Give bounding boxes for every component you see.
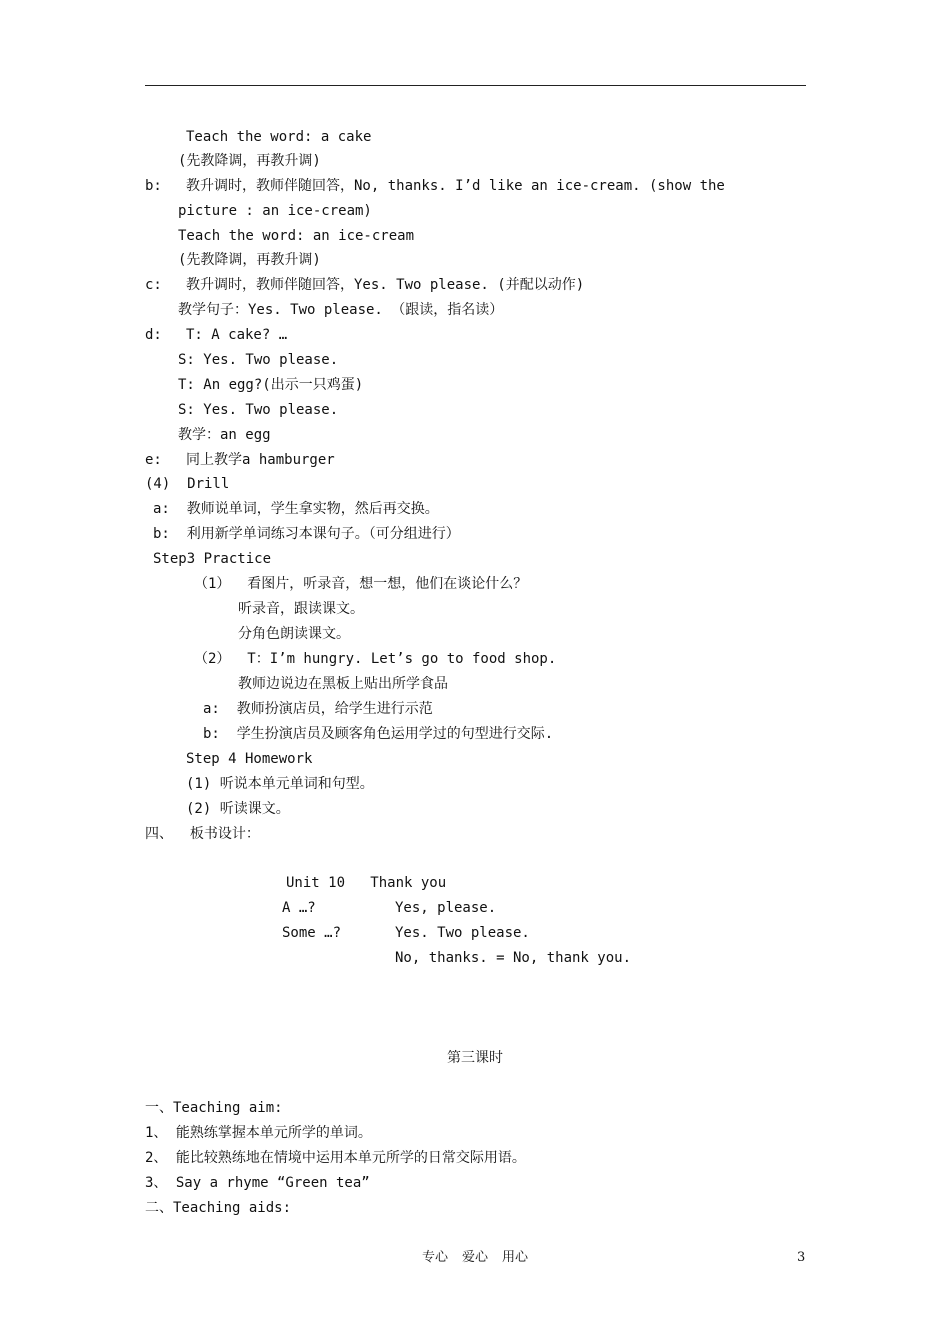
text-line: 教升调时，教师伴随回答，No, thanks. I’d like an ice-cream. (show the [186,178,725,194]
text-line: (1) 听说本单元单词和句型。 [186,776,374,792]
footer-text-1: 专心 [421,1250,448,1265]
text-line: picture : an ice-cream) [178,203,372,219]
text-line: 四、 板书设计： [145,826,260,842]
text-line: (先教降调，再教升调) [178,153,321,169]
text-line: 1、 能熟练掌握本单元所学的单词。 [145,1125,372,1141]
text-line: a: 教师说单词，学生拿实物，然后再交换。 [153,501,439,517]
text-line: Unit 10 Thank you [286,875,447,891]
text-line: （1） 看图片，听录音，想一想，他们在谈论什么？ [194,576,528,592]
text-line: 教师边说边在黑板上贴出所学食品 [238,676,448,692]
text-line: （2） T：I’m hungry. Let’s go to food shop. [194,651,557,667]
section-title: 第三课时 [447,1050,503,1066]
text-line: 教学：an egg [178,427,271,443]
text-line: 教升调时，教师伴随回答，Yes. Two please. (并配以动作) [186,277,585,293]
header-rule [145,85,806,86]
text-line: S: Yes. Two please. [178,402,339,418]
text-line: (4) Drill [145,476,230,492]
text-line: 2、 能比较熟练地在情境中运用本单元所学的日常交际用语。 [145,1150,526,1166]
text-line: 教学句子：Yes. Two please. （跟读，指名读） [178,302,504,318]
text-line: Teach the word: an ice-cream [178,228,415,244]
text-line: T: A cake? … [186,327,288,343]
text-line: a: 教师扮演店员，给学生进行示范 [203,701,433,717]
text-line: T: An egg?(出示一只鸡蛋) [178,377,364,393]
text-line: Yes, please. [395,900,497,916]
text-line: Teach the word: a cake [186,129,372,145]
text-line: Step 4 Homework [186,751,313,767]
text-line: b: 利用新学单词练习本课句子。（可分组进行） [153,526,460,542]
text-line: b: 学生扮演店员及顾客角色运用学过的句型进行交际. [203,726,554,742]
text-line: d: [145,327,162,343]
text-line: c: [145,277,162,293]
page-number: 3 [797,1250,806,1265]
text-line: Step3 Practice [153,551,272,567]
text-line: b: [145,178,162,194]
footer-text-2: 爱心 [461,1250,488,1265]
text-line: 听录音，跟读课文。 [238,601,364,617]
text-line: (2) 听读课文。 [186,801,290,817]
text-line: Yes. Two please. [395,925,530,941]
text-line: Some …? [282,925,342,941]
text-line: 一、Teaching aim: [145,1100,283,1116]
text-line: (先教降调，再教升调) [178,252,321,268]
text-line: No, thanks. = No, thank you. [395,950,632,966]
text-line: 分角色朗读课文。 [238,626,350,642]
footer [0,1250,950,1266]
text-line: e: [145,452,162,468]
text-line: A …? [282,900,316,916]
text-line: 同上教学a hamburger [186,452,335,468]
text-line: S: Yes. Two please. [178,352,339,368]
footer-text-3: 用心 [502,1250,529,1265]
text-line: 二、Teaching aids: [145,1200,292,1216]
text-line: 3、 Say a rhyme “Green tea” [145,1175,370,1191]
